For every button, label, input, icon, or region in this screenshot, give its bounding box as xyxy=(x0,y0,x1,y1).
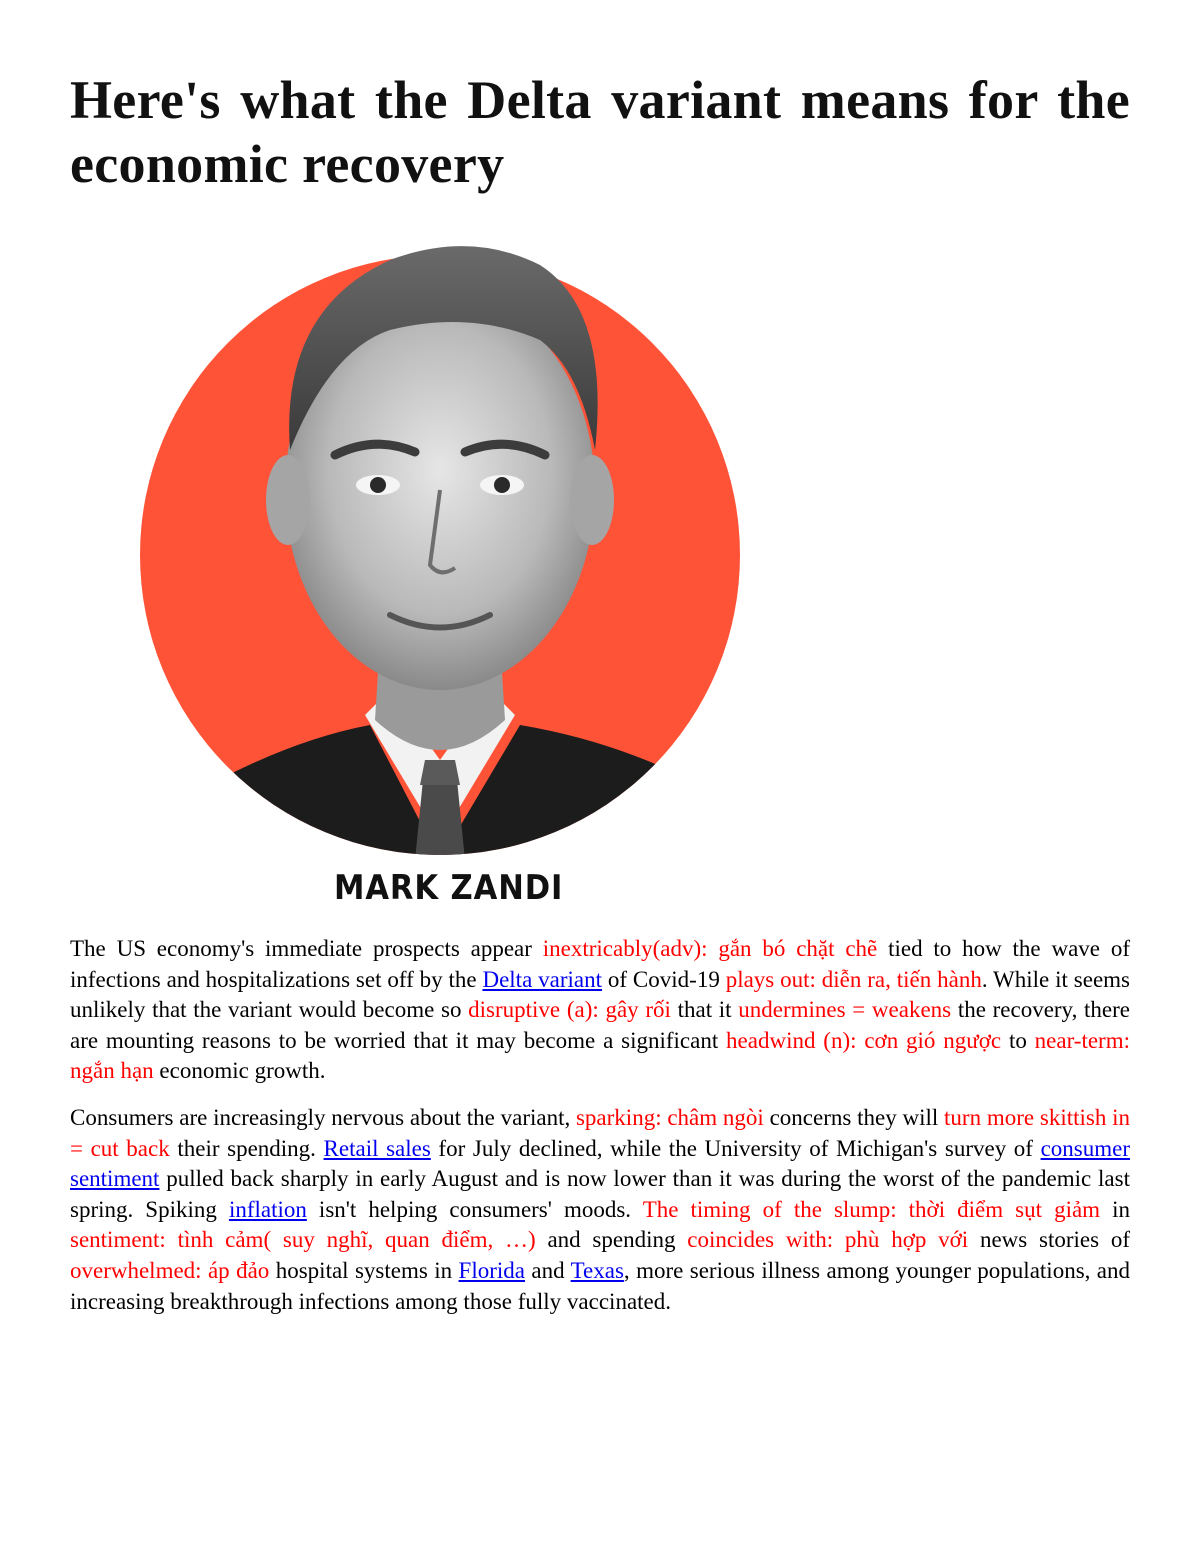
body-text: of Covid-19 xyxy=(602,966,726,992)
body-text: to xyxy=(1001,1027,1035,1053)
paragraph-2 xyxy=(70,1103,1130,1317)
body-text: tied to how the wave of infections and hospitalizations set off by the xyxy=(70,936,1130,992)
vocab-annotation: The timing of the slump: thời điểm sụt giảm xyxy=(642,1196,1101,1222)
vocab-annotation: plays out: diễn ra, tiến hành xyxy=(725,966,982,992)
body-text: in xyxy=(1100,1196,1131,1222)
body-text: hospital systems in xyxy=(269,1257,459,1283)
body-text: , more serious illness among younger populations, and increasing breakthrough infections among those fully vaccinated. xyxy=(70,1257,1131,1314)
article-link[interactable]: Florida xyxy=(458,1257,525,1283)
body-text: that it xyxy=(670,997,739,1023)
body-text: news stories of xyxy=(968,1227,1130,1253)
body-text: for July declined, while the University of Michigan's survey of xyxy=(430,1135,1041,1161)
portrait-caption: MARK ZANDI xyxy=(334,868,564,908)
portrait-image xyxy=(140,220,740,860)
body-text: economic growth. xyxy=(153,1058,326,1084)
article-body xyxy=(70,934,1130,1333)
vocab-annotation: overwhelmed: áp đảo xyxy=(70,1257,270,1283)
body-text: and spending xyxy=(535,1227,688,1253)
article-title: Here's what the Delta variant means for the economic recovery xyxy=(70,70,1130,194)
body-text: . While it seems unlikely that the variant would become so xyxy=(70,966,1130,1023)
vocab-annotation: inextricably(adv): gắn bó chặt chẽ xyxy=(542,936,878,961)
body-text: and xyxy=(524,1257,571,1283)
article-link[interactable]: Texas xyxy=(570,1257,624,1283)
article-link[interactable]: Delta variant xyxy=(482,966,603,992)
vocab-annotation: undermines = weakens xyxy=(738,997,952,1023)
body-text: The US economy's immediate prospects appear xyxy=(70,936,543,961)
vocab-annotation: coincides with: phù hợp với xyxy=(687,1227,969,1253)
vocab-annotation: sparking: châm ngòi xyxy=(575,1104,764,1130)
vocab-annotation: near-term: ngắn hạn xyxy=(70,1027,1130,1084)
body-text: Consumers are increasingly nervous about the variant, xyxy=(70,1104,576,1130)
article-link[interactable]: inflation xyxy=(228,1196,307,1222)
article-link[interactable]: consumer sentiment xyxy=(70,1135,1131,1192)
paragraph-1 xyxy=(70,934,1130,1087)
body-text: their spending. xyxy=(169,1135,324,1161)
vocab-annotation: turn more skittish in = cut back xyxy=(70,1104,1130,1161)
body-text: concerns they will xyxy=(763,1104,945,1130)
body-text: pulled back sharply in early August and is now lower than it was during the worst of the pandemic last spring. Spiking xyxy=(70,1166,1130,1222)
article-link[interactable]: Retail sales xyxy=(323,1135,431,1161)
vocab-annotation: headwind (n): cơn gió ngược xyxy=(726,1027,1002,1053)
body-text: isn't helping consumers' moods. xyxy=(306,1196,643,1222)
vocab-annotation: disruptive (a): gây rối xyxy=(468,997,671,1023)
vocab-annotation: sentiment: tình cảm( suy nghĩ, quan điểm, …) xyxy=(70,1227,536,1253)
body-text: the recovery, there are mounting reasons to be worried that it may become a significant xyxy=(70,997,1130,1053)
